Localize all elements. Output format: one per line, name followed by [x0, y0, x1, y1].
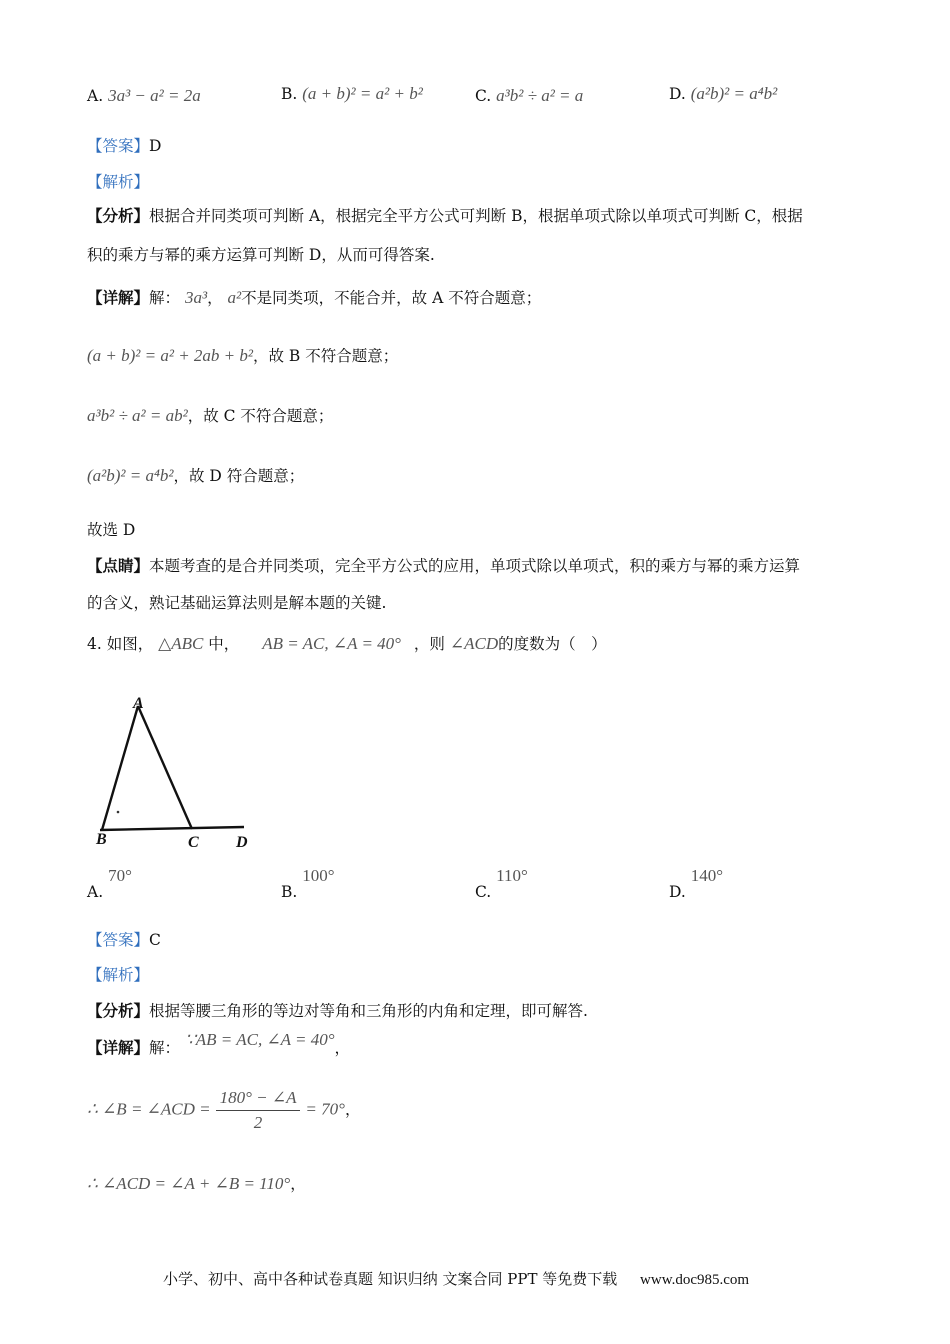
fraction-denominator: 2 — [253, 1113, 263, 1132]
q3-analysis-tag: 【解析】 — [87, 173, 150, 191]
q4-triangle: △ABC — [158, 634, 204, 653]
option-letter: C. — [475, 87, 492, 105]
option-value: 100° — [302, 866, 335, 885]
q3-step1 — [87, 286, 541, 308]
q3-step3 — [87, 404, 333, 426]
step-expr: a³b² ÷ a² = ab² — [87, 406, 188, 425]
q4-tail: 的度数为（ ） — [498, 635, 607, 653]
q4-ze: ，则 — [413, 635, 445, 653]
step-text: ，故 C 不符合题意； — [187, 407, 334, 425]
q3-dianjing-line1 — [87, 554, 800, 576]
q4-stem — [87, 632, 607, 654]
fraction — [216, 1088, 301, 1133]
q4-answer — [87, 928, 161, 950]
answer-value: D — [149, 137, 162, 155]
line-bd — [100, 827, 244, 830]
step-lhs: ∴ ∠B = ∠ACD = — [87, 1099, 211, 1119]
option-value: 110° — [496, 866, 528, 885]
answer-tag: 【答案】 — [87, 137, 150, 155]
step-expr: ∴ ∠ACD = ∠A + ∠B = 110° — [87, 1174, 291, 1193]
side-ab — [102, 706, 138, 830]
footer-url[interactable]: www.doc985.com — [640, 1272, 750, 1288]
step-expr: (a²b)² = a⁴b² — [87, 466, 174, 485]
q3-option-c — [475, 86, 583, 106]
step-comma: ， — [207, 289, 223, 307]
option-letter: A. — [87, 87, 104, 105]
label-b: B — [96, 831, 107, 848]
step-rhs: = 70° — [305, 1099, 345, 1119]
q3-option-b — [281, 84, 423, 104]
option-expr: a³b² ÷ a² = a — [496, 86, 584, 105]
option-expr: (a + b)² = a² + b² — [302, 84, 423, 103]
dianjing-tag: 【点睛】 — [87, 556, 150, 575]
q4-step3 — [87, 1172, 306, 1194]
step-expr: ∵AB = AC, ∠A = 40° — [184, 1030, 335, 1049]
step-end: ， — [334, 1039, 351, 1057]
step-text: 不是同类项，不能合并，故 A 不符合题意； — [241, 289, 542, 307]
fenxi-text: 根据合并同类项可判断 A，根据完全平方公式可判断 B，根据单项式除以单项式可判断 C，根据 — [149, 207, 803, 225]
answer-value: C — [149, 931, 161, 949]
q3-dianjing-line2: 的含义，熟记基础运算法则是解本题的关键. — [87, 594, 387, 612]
option-letter: D. — [669, 883, 686, 901]
q4-condition: AB = AC, ∠A = 40° — [262, 634, 401, 653]
triangle-figure — [88, 690, 268, 860]
q4-option-c — [475, 866, 528, 901]
q3-option-d — [669, 84, 777, 104]
q3-answer — [87, 134, 161, 156]
footer-text: 小学、初中、高中各种试卷真题 知识归纳 文案合同 PPT 等免费下载 — [163, 1270, 618, 1288]
label-a: A — [133, 695, 144, 712]
step-expr: a² — [227, 288, 242, 307]
q4-zhong: 中， — [208, 635, 240, 653]
q4-step2 — [87, 1088, 360, 1133]
q3-fenxi-line2: 积的乘方与幂的乘方运算可判断 D，从而可得答案. — [87, 246, 435, 264]
q4-option-d — [669, 866, 724, 901]
option-value: 140° — [690, 866, 724, 885]
q3-step2 — [87, 344, 398, 366]
q4-analysis-tag: 【解析】 — [87, 966, 150, 984]
side-ac — [138, 706, 192, 829]
step-text: ，故 D 符合题意； — [173, 467, 305, 485]
fraction-numerator: 180° − ∠A — [216, 1088, 301, 1111]
option-letter: B. — [281, 85, 298, 103]
q3-choose: 故选 D — [87, 521, 136, 539]
page-footer — [163, 1268, 749, 1289]
fenxi-text: 根据等腰三角形的等边对等角和三角形的内角和定理，即可解答. — [149, 1002, 588, 1020]
xiangjie-prefix: 解： — [149, 289, 181, 307]
q3-option-a — [87, 86, 201, 106]
q4-number: 4. 如图， — [87, 635, 154, 653]
fenxi-tag: 【分析】 — [87, 1001, 150, 1020]
q4-option-a — [87, 866, 132, 901]
xiangjie-prefix: 解： — [149, 1039, 181, 1057]
option-value: 70° — [108, 866, 132, 885]
dot-mark — [117, 811, 120, 814]
step-end: ， — [290, 1175, 306, 1193]
option-expr: (a²b)² = a⁴b² — [690, 84, 778, 103]
q4-step1 — [87, 1030, 351, 1058]
step-expr: 3a³ — [184, 288, 208, 307]
answer-tag: 【答案】 — [87, 931, 150, 949]
xiangjie-tag: 【详解】 — [87, 1038, 150, 1057]
q4-option-b — [281, 866, 335, 901]
label-c: C — [188, 834, 199, 851]
option-letter: A. — [87, 883, 104, 901]
dianjing-text: 本题考查的是合并同类项，完全平方公式的应用，单项式除以单项式，积的乘方与幂的乘方运算 — [149, 557, 801, 575]
option-letter: D. — [669, 85, 686, 103]
xiangjie-tag: 【详解】 — [87, 288, 150, 307]
step-end: ， — [344, 1100, 361, 1119]
fenxi-tag: 【分析】 — [87, 206, 150, 225]
q3-fenxi-line1 — [87, 204, 803, 226]
q4-fenxi — [87, 999, 588, 1021]
q3-step4 — [87, 464, 304, 486]
option-letter: B. — [281, 883, 298, 901]
option-letter: C. — [475, 883, 492, 901]
step-text: ，故 B 不符合题意； — [253, 347, 399, 365]
q4-angle: ∠ACD — [449, 634, 499, 653]
option-expr: 3a³ − a² = 2a — [108, 86, 201, 105]
step-expr: (a + b)² = a² + 2ab + b² — [87, 346, 253, 365]
label-d: D — [236, 834, 248, 851]
